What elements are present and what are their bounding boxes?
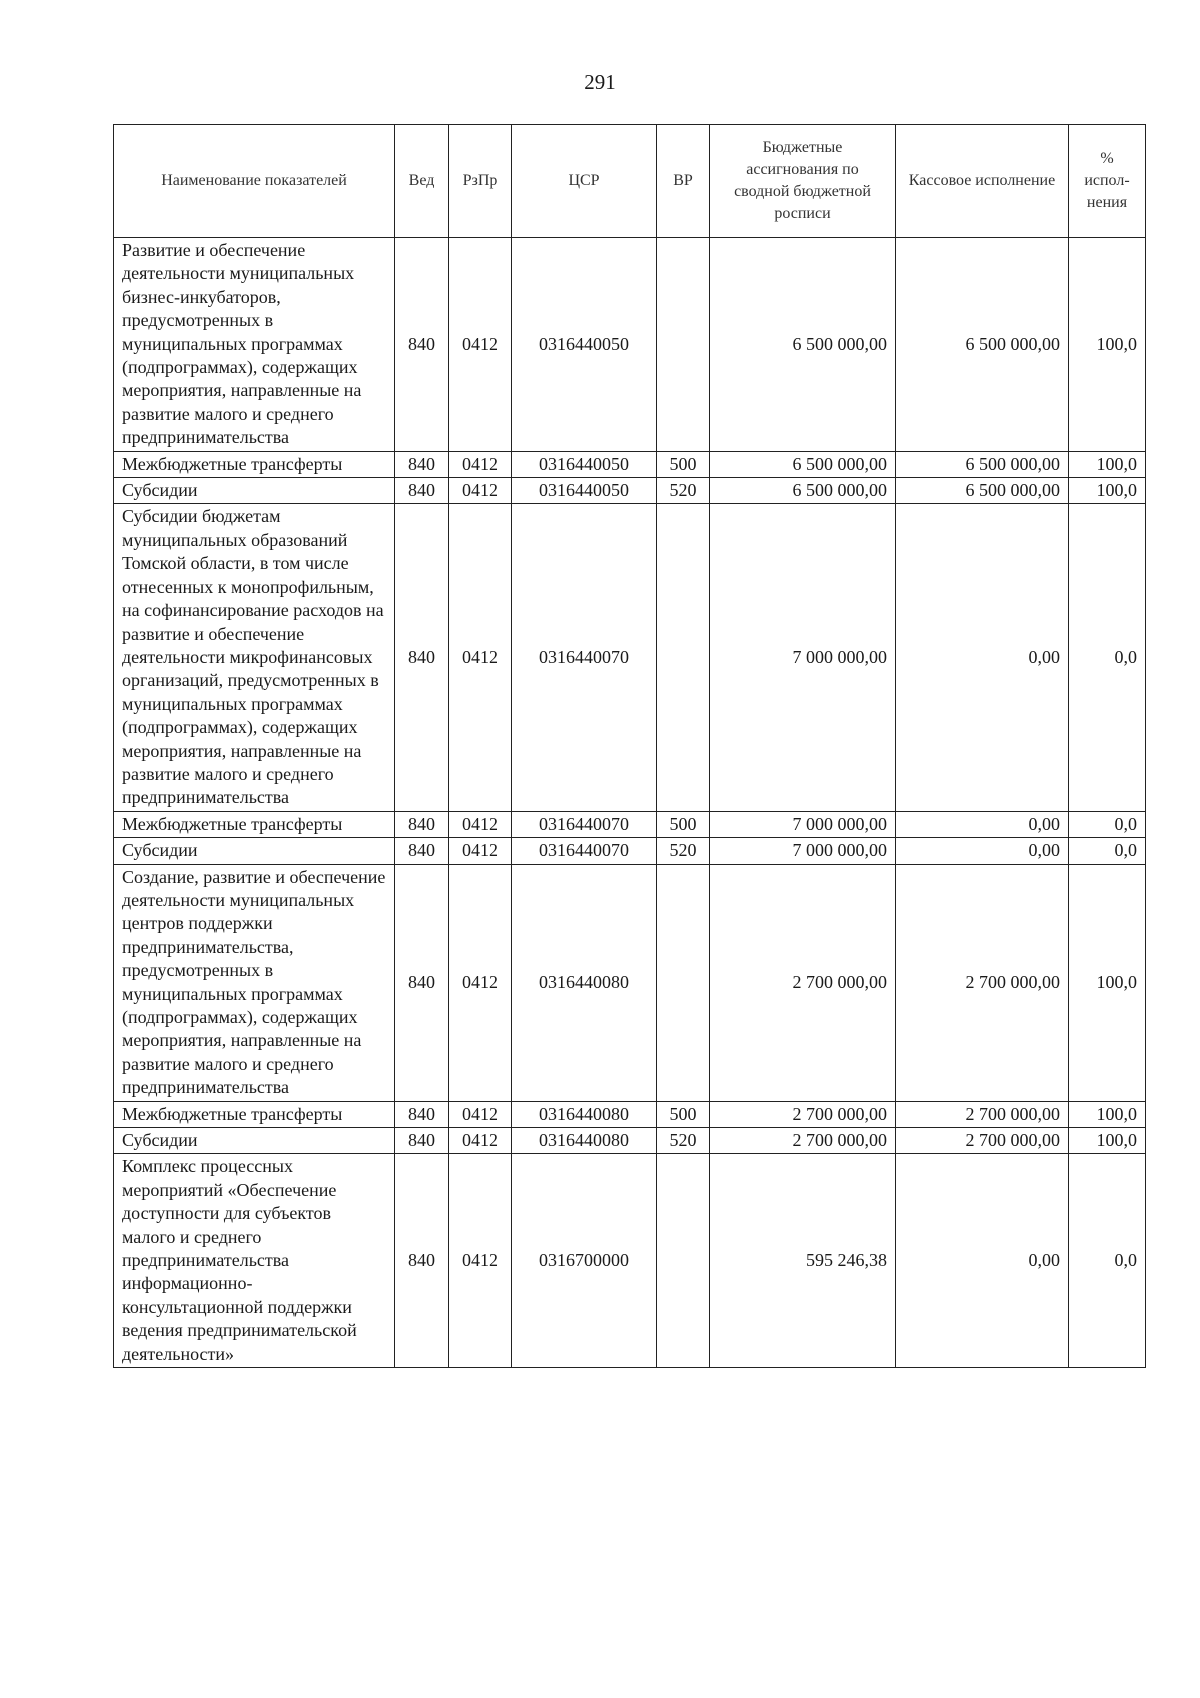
- table-row: [114, 478, 1146, 504]
- row-csr: 0316700000: [512, 1154, 657, 1368]
- row-name: Создание, развитие и обеспечение деятельности муниципальных центров поддержки предпринимательства, предусмотренных в муниципальных программах (подпрограммах), содержащих мероприятия, направленные на развитие малого и среднего предпринимательства: [114, 864, 395, 1101]
- row-cash: 2 700 000,00: [896, 1101, 1069, 1127]
- table-row: [114, 1101, 1146, 1127]
- row-name: Субсидии: [114, 1128, 395, 1154]
- header-budget: Бюджетные ассигнования по сводной бюджетной росписи: [710, 125, 896, 238]
- row-name: Межбюджетные трансферты: [114, 1101, 395, 1127]
- row-cash: 0,00: [896, 504, 1069, 811]
- row-rzpr: 0412: [449, 864, 512, 1101]
- page-number: 291: [584, 70, 616, 94]
- row-csr: 0316440050: [512, 478, 657, 504]
- header-ved: Вед: [395, 125, 449, 238]
- table-row: [114, 811, 1146, 837]
- row-percent: 0,0: [1069, 1154, 1146, 1368]
- row-csr: 0316440050: [512, 451, 657, 477]
- header-name: Наименование показателей: [114, 125, 395, 238]
- row-name: Субсидии: [114, 478, 395, 504]
- row-csr: 0316440070: [512, 504, 657, 811]
- row-csr: 0316440070: [512, 811, 657, 837]
- row-budget: 6 500 000,00: [710, 451, 896, 477]
- row-vr: [657, 238, 710, 452]
- row-percent: 100,0: [1069, 451, 1146, 477]
- row-rzpr: 0412: [449, 238, 512, 452]
- table-row: [114, 1154, 1146, 1368]
- row-cash: 6 500 000,00: [896, 451, 1069, 477]
- header-rzpr: РзПр: [449, 125, 512, 238]
- row-rzpr: 0412: [449, 838, 512, 864]
- table-header-row: [114, 125, 1146, 238]
- row-rzpr: 0412: [449, 478, 512, 504]
- row-percent: 100,0: [1069, 1128, 1146, 1154]
- table-row: [114, 1128, 1146, 1154]
- row-ved: 840: [395, 504, 449, 811]
- row-vr: [657, 504, 710, 811]
- row-name: Развитие и обеспечение деятельности муниципальных бизнес-инкубаторов, предусмотренных в муниципальных программах (подпрограммах), содержащих мероприятия, направленные на развитие малого и среднего предпринимательства: [114, 238, 395, 452]
- row-budget: 2 700 000,00: [710, 864, 896, 1101]
- table-row: [114, 838, 1146, 864]
- table-row: [114, 504, 1146, 811]
- row-csr: 0316440080: [512, 864, 657, 1101]
- row-cash: 6 500 000,00: [896, 478, 1069, 504]
- row-rzpr: 0412: [449, 451, 512, 477]
- row-rzpr: 0412: [449, 811, 512, 837]
- row-ved: 840: [395, 811, 449, 837]
- table-row: [114, 451, 1146, 477]
- row-ved: 840: [395, 478, 449, 504]
- row-cash: 2 700 000,00: [896, 1128, 1069, 1154]
- row-percent: 0,0: [1069, 504, 1146, 811]
- row-budget: 6 500 000,00: [710, 478, 896, 504]
- row-percent: 100,0: [1069, 1101, 1146, 1127]
- row-budget: 2 700 000,00: [710, 1101, 896, 1127]
- row-percent: 100,0: [1069, 864, 1146, 1101]
- row-vr: 500: [657, 1101, 710, 1127]
- header-vr: ВР: [657, 125, 710, 238]
- row-ved: 840: [395, 451, 449, 477]
- row-ved: 840: [395, 864, 449, 1101]
- header-cash: Кассовое исполнение: [896, 125, 1069, 238]
- row-vr: 520: [657, 478, 710, 504]
- row-vr: 500: [657, 811, 710, 837]
- row-percent: 0,0: [1069, 838, 1146, 864]
- row-csr: 0316440080: [512, 1101, 657, 1127]
- row-rzpr: 0412: [449, 1154, 512, 1368]
- row-cash: 2 700 000,00: [896, 864, 1069, 1101]
- row-vr: 520: [657, 1128, 710, 1154]
- row-ved: 840: [395, 1101, 449, 1127]
- row-vr: 520: [657, 838, 710, 864]
- row-percent: 100,0: [1069, 238, 1146, 452]
- row-cash: 6 500 000,00: [896, 238, 1069, 452]
- row-csr: 0316440080: [512, 1128, 657, 1154]
- row-name: Межбюджетные трансферты: [114, 451, 395, 477]
- budget-execution-table: [113, 124, 1146, 1368]
- row-ved: 840: [395, 1128, 449, 1154]
- header-csr: ЦСР: [512, 125, 657, 238]
- row-name: Субсидии: [114, 838, 395, 864]
- row-budget: 595 246,38: [710, 1154, 896, 1368]
- row-budget: 7 000 000,00: [710, 838, 896, 864]
- row-csr: 0316440070: [512, 838, 657, 864]
- row-ved: 840: [395, 238, 449, 452]
- table-row: [114, 864, 1146, 1101]
- row-percent: 0,0: [1069, 811, 1146, 837]
- row-ved: 840: [395, 1154, 449, 1368]
- row-budget: 7 000 000,00: [710, 811, 896, 837]
- row-vr: 500: [657, 451, 710, 477]
- row-name: Межбюджетные трансферты: [114, 811, 395, 837]
- row-ved: 840: [395, 838, 449, 864]
- row-cash: 0,00: [896, 811, 1069, 837]
- row-rzpr: 0412: [449, 1101, 512, 1127]
- row-cash: 0,00: [896, 838, 1069, 864]
- row-percent: 100,0: [1069, 478, 1146, 504]
- table-row: [114, 238, 1146, 452]
- header-percent: % испол-нения: [1069, 125, 1146, 238]
- row-name: Комплекс процессных мероприятий «Обеспечение доступности для субъектов малого и среднего предпринимательства информационно-консультационной поддержки ведения предпринимательской деятельности»: [114, 1154, 395, 1368]
- row-vr: [657, 1154, 710, 1368]
- row-cash: 0,00: [896, 1154, 1069, 1368]
- row-budget: 6 500 000,00: [710, 238, 896, 452]
- row-rzpr: 0412: [449, 504, 512, 811]
- row-vr: [657, 864, 710, 1101]
- row-budget: 2 700 000,00: [710, 1128, 896, 1154]
- row-csr: 0316440050: [512, 238, 657, 452]
- row-budget: 7 000 000,00: [710, 504, 896, 811]
- row-name: Субсидии бюджетам муниципальных образований Томской области, в том числе отнесенных к монопрофильным, на софинансирование расходов на развитие и обеспечение деятельности микрофинансовых организаций, предусмотренных в муниципальных программах (подпрограммах), содержащих мероприятия, направленные на развитие малого и среднего предпринимательства: [114, 504, 395, 811]
- row-rzpr: 0412: [449, 1128, 512, 1154]
